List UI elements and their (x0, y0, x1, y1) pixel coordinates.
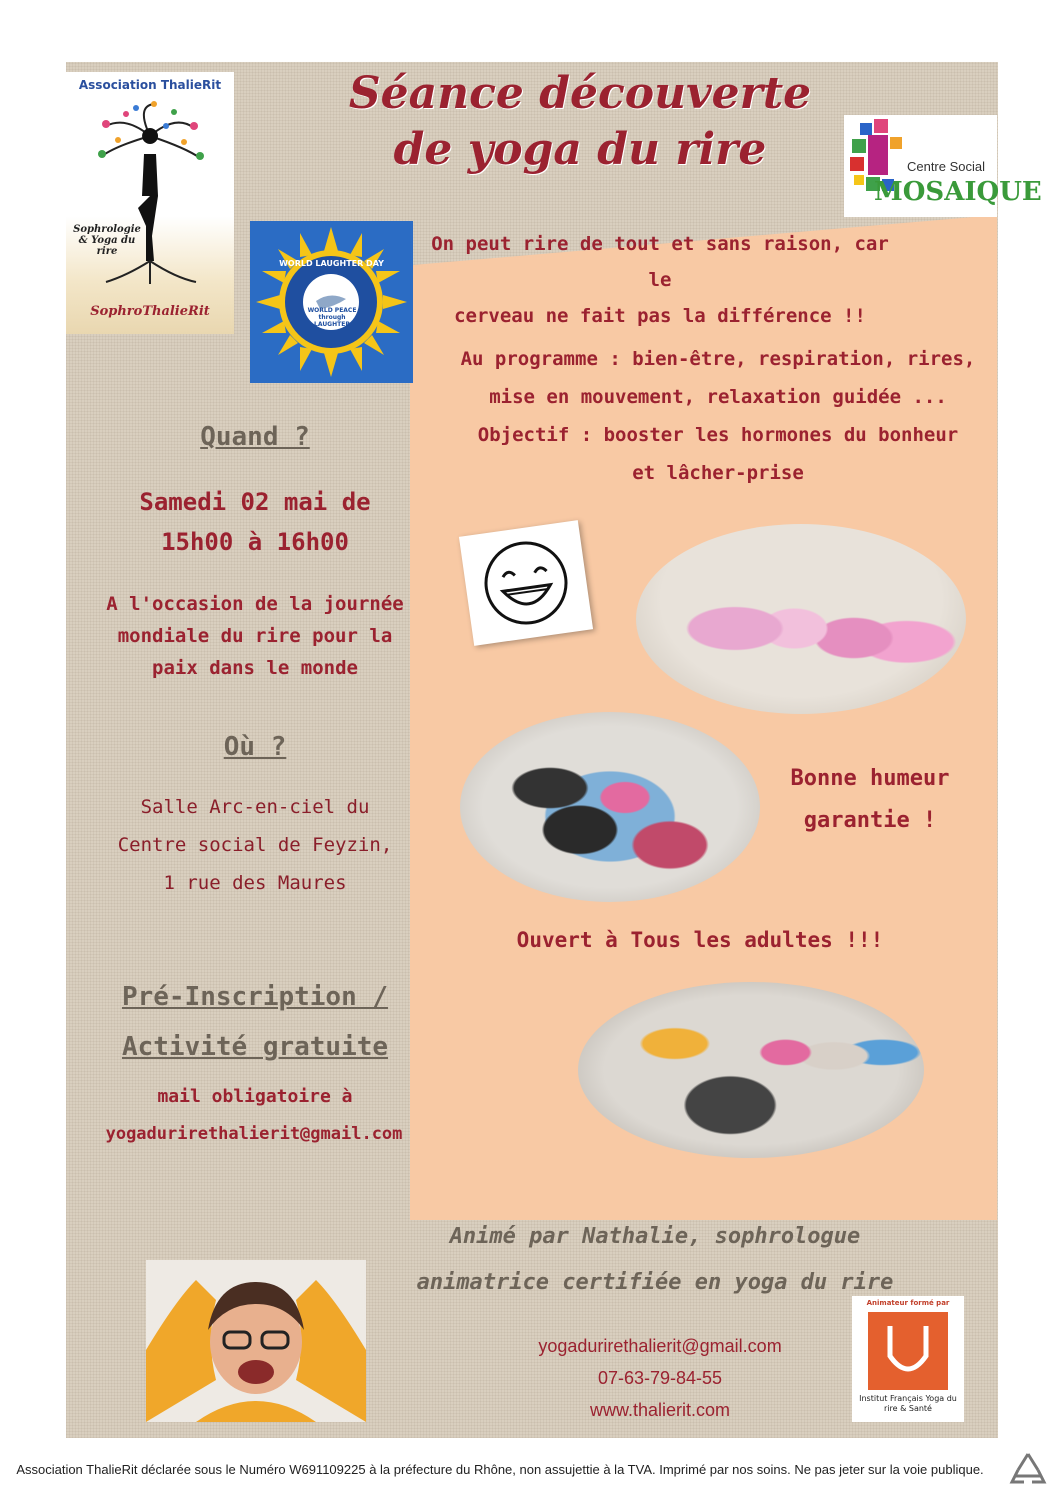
tagline-line-2: cerveau ne fait pas la différence !! (454, 305, 866, 327)
where-block (90, 788, 420, 902)
occasion-line-3: paix dans le monde (152, 657, 358, 679)
programme-line-3: Objectif : booster les hormones du bonheur (477, 424, 959, 446)
inscription-heading-line-2: Activité gratuite (121, 1032, 389, 1062)
animator-block (400, 1214, 910, 1306)
animator-line-2: animatrice certifiée en yoga du rire (416, 1270, 894, 1295)
sun-badge-icon (250, 221, 413, 383)
photo-group-laughing (636, 524, 966, 714)
contact-block (480, 1330, 840, 1426)
tagline-line-1: On peut rire de tout et sans raison, car le (431, 233, 889, 291)
inscription-heading (80, 972, 430, 1072)
thalierit-logo (66, 72, 234, 334)
tree-yoga-icon (66, 96, 234, 286)
when-date-block (90, 482, 420, 562)
inscription-email[interactable]: yogadurirethalierit@gmail.com (105, 1124, 403, 1144)
photo-group-lying-down (460, 712, 760, 902)
open-to-all: Ouvert à Tous les adultes !!! (516, 928, 884, 952)
event-time: 15h00 à 16h00 (161, 528, 349, 556)
portrait-illustration (146, 1260, 366, 1422)
mosaique-logo-name: MOSAIQUE (874, 177, 1042, 207)
where-heading: Où ? (223, 732, 287, 762)
ifyr-logo-bottom: Institut Français Yoga du rire & Santé (859, 1394, 957, 1413)
programme-line-2: mise en mouvement, relaxation guidée ... (489, 386, 947, 408)
thalierit-logo-title: Association ThalieRit (78, 78, 222, 92)
recycle-icon (1006, 1450, 1050, 1490)
programme-line-4: et lâcher-prise (632, 462, 804, 484)
mood-block (760, 758, 980, 842)
ifyr-logo-top: Animateur formé par (866, 1299, 950, 1307)
ifyr-logo-mark (868, 1312, 948, 1390)
contact-website[interactable]: www.thalierit.com (589, 1400, 731, 1420)
where-line-3: 1 rue des Maures (163, 872, 347, 894)
where-line-1: Salle Arc-en-ciel du (140, 796, 370, 818)
smile-mark-icon (868, 1312, 948, 1390)
inscription-mail-label: mail obligatoire à (157, 1086, 353, 1107)
laughing-emoji-icon (459, 520, 593, 646)
portrait-nathalie (146, 1260, 366, 1422)
centre-social-mosaique-logo (844, 115, 1042, 217)
emoji-card (459, 520, 593, 646)
where-line-2: Centre social de Feyzin, (117, 834, 393, 856)
thalierit-logo-subtitle: Sophrologie & Yoga du rire (73, 224, 141, 257)
occasion-line-2: mondiale du rire pour la (117, 625, 393, 647)
mood-line-2: garantie ! (803, 808, 937, 833)
wld-ring-text: WORLD LAUGHTER DAY (279, 259, 384, 268)
mosaique-logo-top: Centre Social (906, 159, 986, 174)
world-laughter-day-logo (250, 221, 413, 383)
animator-line-1: Animé par Nathalie, sophrologue (449, 1224, 861, 1249)
contact-phone[interactable]: 07-63-79-84-55 (597, 1368, 723, 1388)
poster-title (250, 66, 910, 178)
thalierit-logo-name: SophroThalieRit (90, 304, 210, 319)
title-line-1: Séance découverte (348, 68, 812, 119)
programme-line-1: Au programme : bien-être, respiration, rires, (460, 348, 976, 370)
wld-center-text: WORLD PEACE through LAUGHTER (307, 307, 357, 328)
mood-line-1: Bonne humeur (790, 766, 950, 791)
event-date: Samedi 02 mai de (139, 488, 371, 516)
photo-group-seated (578, 982, 924, 1158)
inscription-heading-line-1: Pré-Inscription / (121, 982, 389, 1012)
contact-email[interactable]: yogadurirethalierit@gmail.com (538, 1336, 782, 1356)
programme-block (440, 340, 996, 492)
tagline (420, 226, 900, 334)
footer-legal: Association ThalieRit déclarée sous le Numéro W691109225 à la préfecture du Rhône, non assujettie à la TVA. Imprimé par nos soins. Ne pas jeter sur la voie publique. (16, 1462, 984, 1477)
occasion-line-1: A l'occasion de la journée (106, 593, 404, 615)
occasion-block (80, 588, 430, 684)
when-heading: Quand ? (200, 422, 310, 452)
title-line-2: de yoga du rire (393, 124, 767, 175)
ifyr-logo (852, 1296, 964, 1422)
